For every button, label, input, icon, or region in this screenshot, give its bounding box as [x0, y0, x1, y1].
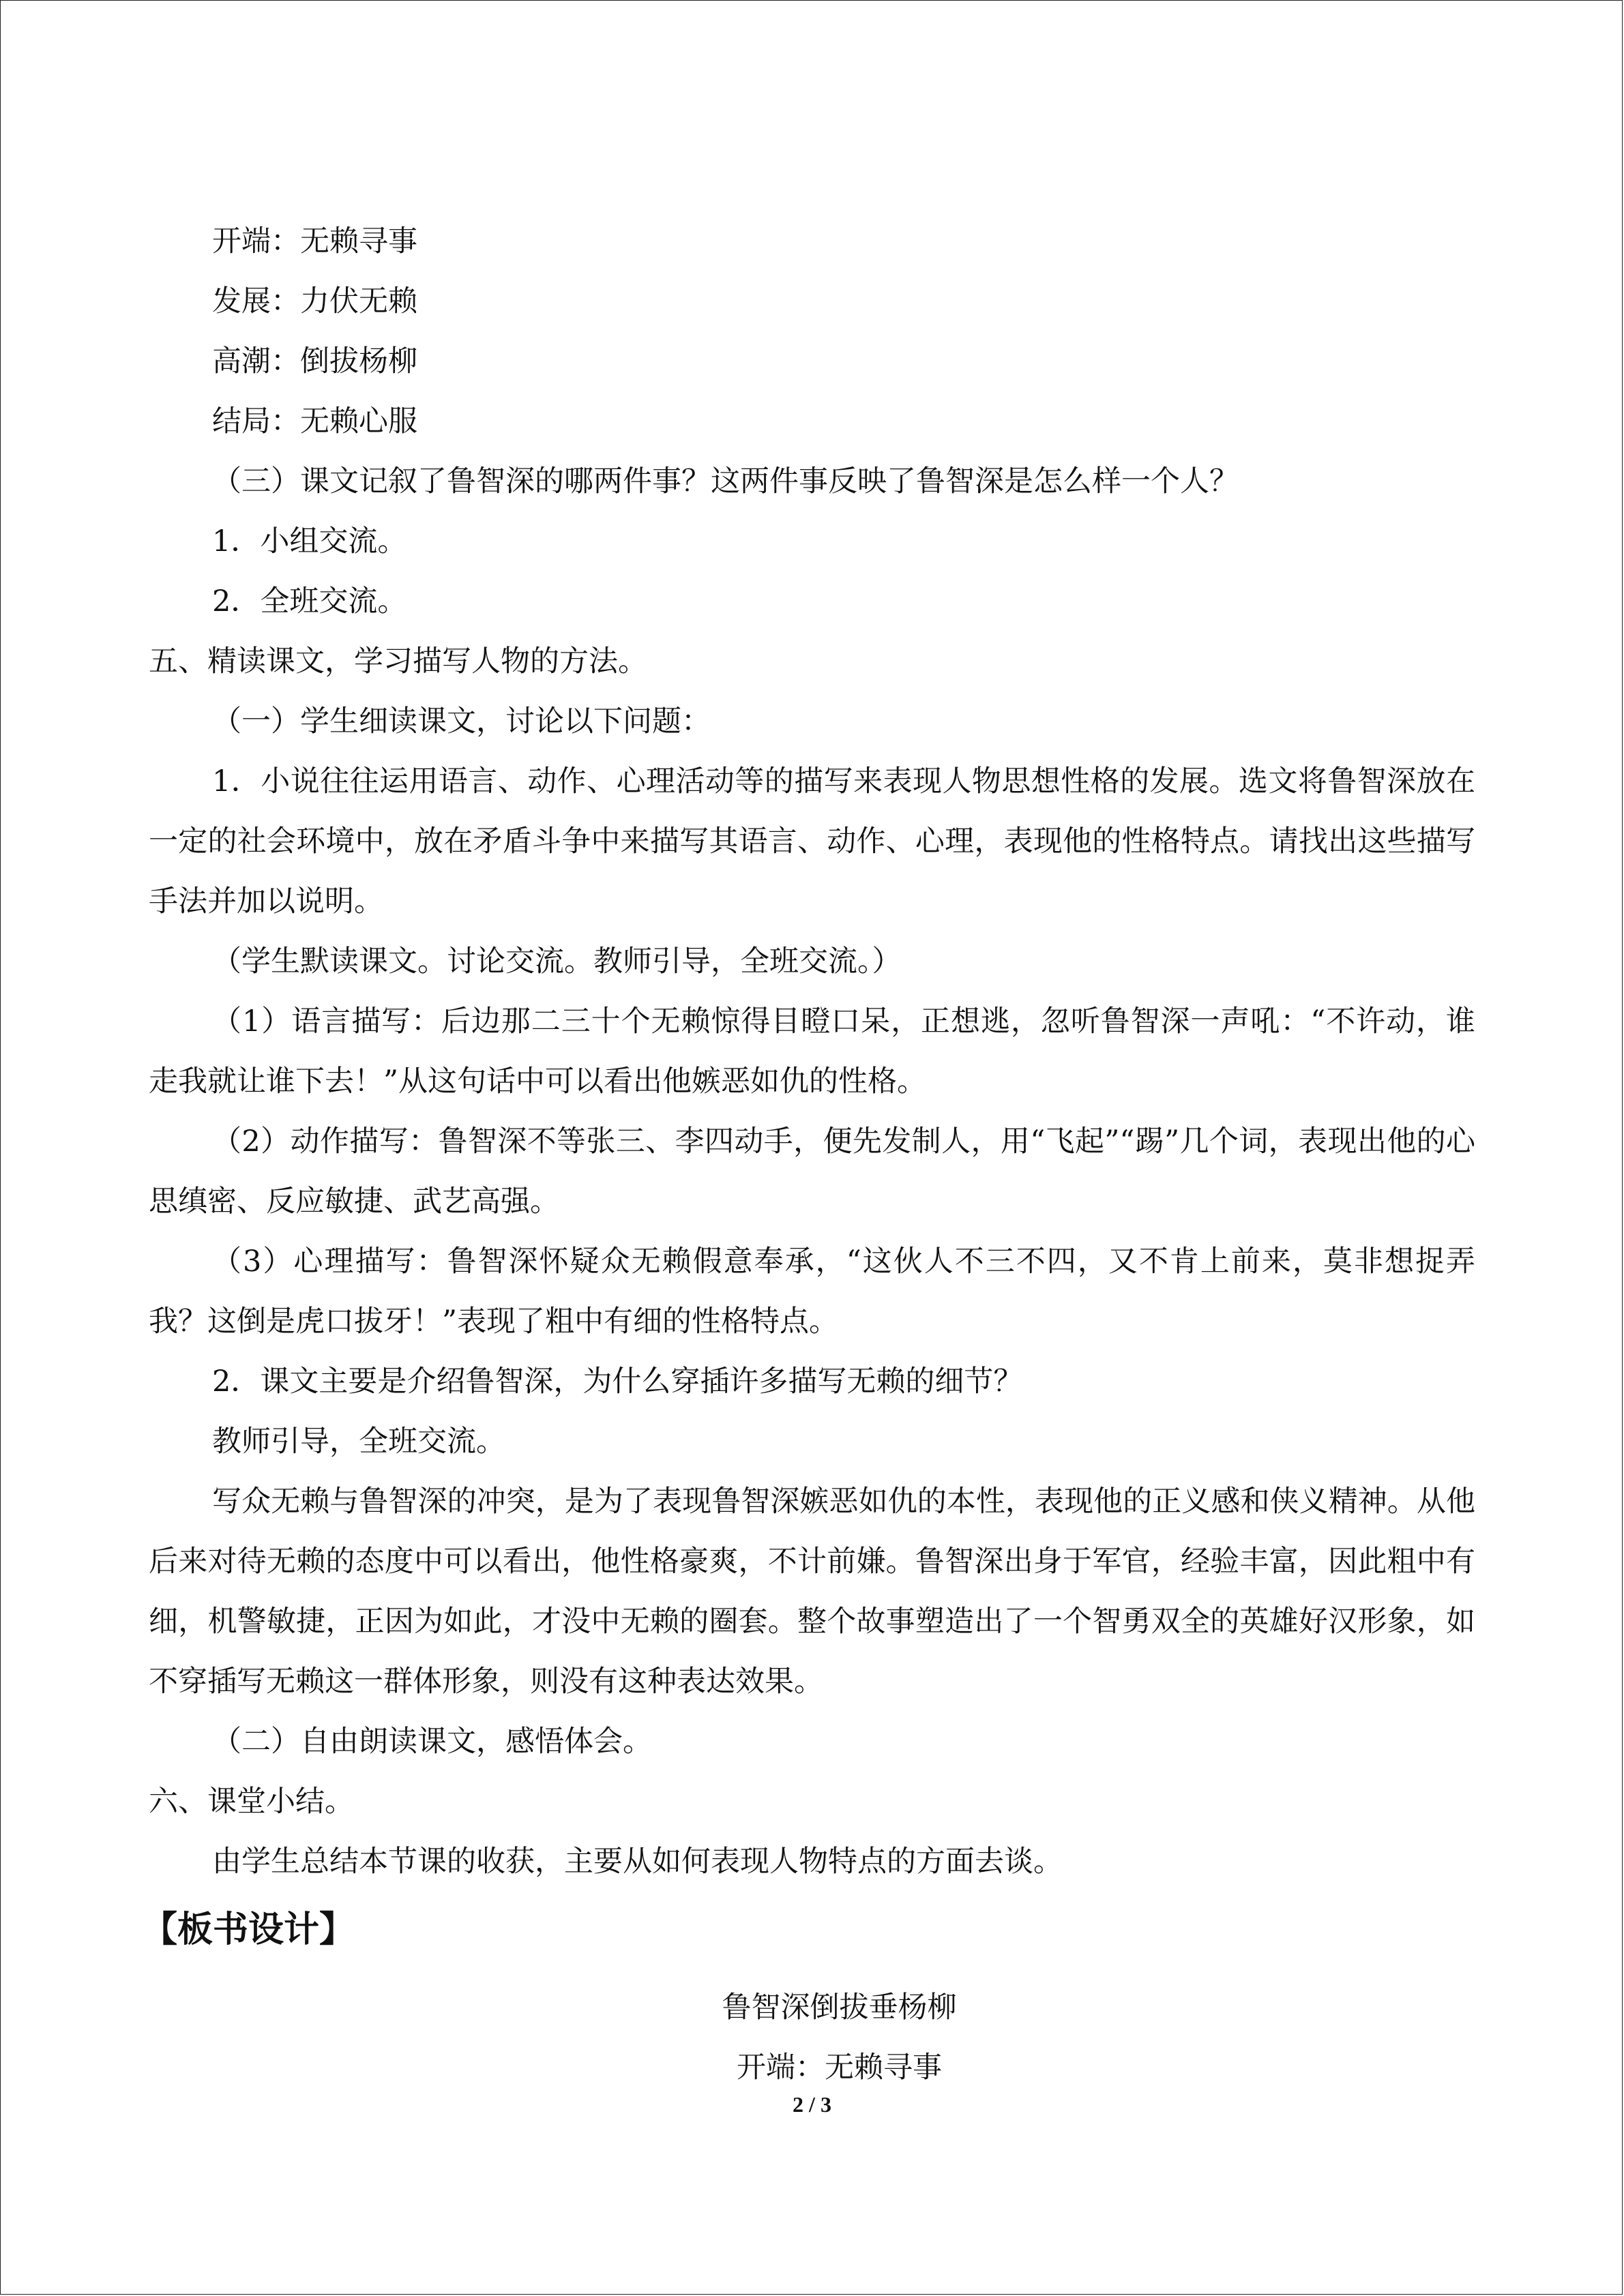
group-discussion: 1．小组交流。: [212, 524, 407, 558]
section-five-title: 五、精读课文，学习描写人物的方法。: [149, 644, 647, 679]
board-line-beginning: 开端：无赖寻事: [737, 2051, 942, 2085]
psychology-description: （3）心理描写：鲁智深怀疑众无赖假意奉承，“这伙人不三不四，又不肯上前来，莫非想捉弄我？这倒是虎口拔牙！”表现了粗中有细的性格特点。: [149, 1244, 1475, 1339]
board-design-heading: 【板书设计】: [142, 1909, 355, 1950]
question-three: （三）课文记叙了鲁智深的哪两件事？这两件事反映了鲁智深是怎么样一个人？: [212, 464, 1239, 498]
language-description: （1）语言描写：后边那二三十个无赖惊得目瞪口呆，正想逃，忽听鲁智深一声吼：“不许动，谁走我就让谁下去！”从这句话中可以看出他嫉恶如仇的性格。: [149, 1004, 1475, 1099]
document-body: [142, 211, 1475, 2098]
page-number: 2 / 3: [793, 2092, 831, 2117]
plot-ending: 结局：无赖心服: [212, 404, 417, 438]
plot-beginning: 开端：无赖寻事: [212, 224, 417, 258]
plot-development: 发展：力伏无赖: [212, 284, 417, 318]
question-two-answer: 写众无赖与鲁智深的冲突，是为了表现鲁智深嫉恶如仇的本性，表现他的正义感和侠义精神。从他后来对待无赖的态度中可以看出，他性格豪爽，不计前嫌。鲁智深出身于军官，经验丰富，因此粗中有细，机警敏捷，正因为如此，才没中无赖的圈套。整个故事塑造出了一个智勇双全的英雄好汉形象，如不穿插写无赖这一群体形象，则没有这种表达效果。: [149, 1485, 1475, 1699]
class-discussion: 2．全班交流。: [212, 584, 407, 618]
question-one-note: （学生默读课文。讨论交流。教师引导，全班交流。）: [212, 944, 902, 979]
plot-climax: 高潮：倒拔杨柳: [212, 344, 417, 378]
subsection-one-title: （一）学生细读课文，讨论以下问题：: [212, 704, 711, 739]
action-description: （2）动作描写：鲁智深不等张三、李四动手，便先发制人，用“飞起”“踢”几个词，表现出他的心思缜密、反应敏捷、武艺高强。: [149, 1124, 1475, 1219]
lesson-summary: 由学生总结本节课的收获，主要从如何表现人物特点的方面去谈。: [212, 1845, 1063, 1879]
board-title: 鲁智深倒拔垂杨柳: [722, 1991, 957, 2025]
section-six-title: 六、课堂小结。: [149, 1785, 354, 1819]
question-one: 1．小说往往运用语言、动作、心理活动等的描写来表现人物思想性格的发展。选文将鲁智深放在一定的社会环境中，放在矛盾斗争中来描写其语言、动作、心理，表现他的性格特点。请找出这些描写手法并加以说明。: [149, 764, 1475, 919]
question-two: 2．课文主要是介绍鲁智深，为什么穿插许多描写无赖的细节？: [212, 1365, 1023, 1399]
subsection-two-title: （二）自由朗读课文，感悟体会。: [212, 1725, 652, 1759]
question-two-note: 教师引导，全班交流。: [212, 1425, 505, 1459]
